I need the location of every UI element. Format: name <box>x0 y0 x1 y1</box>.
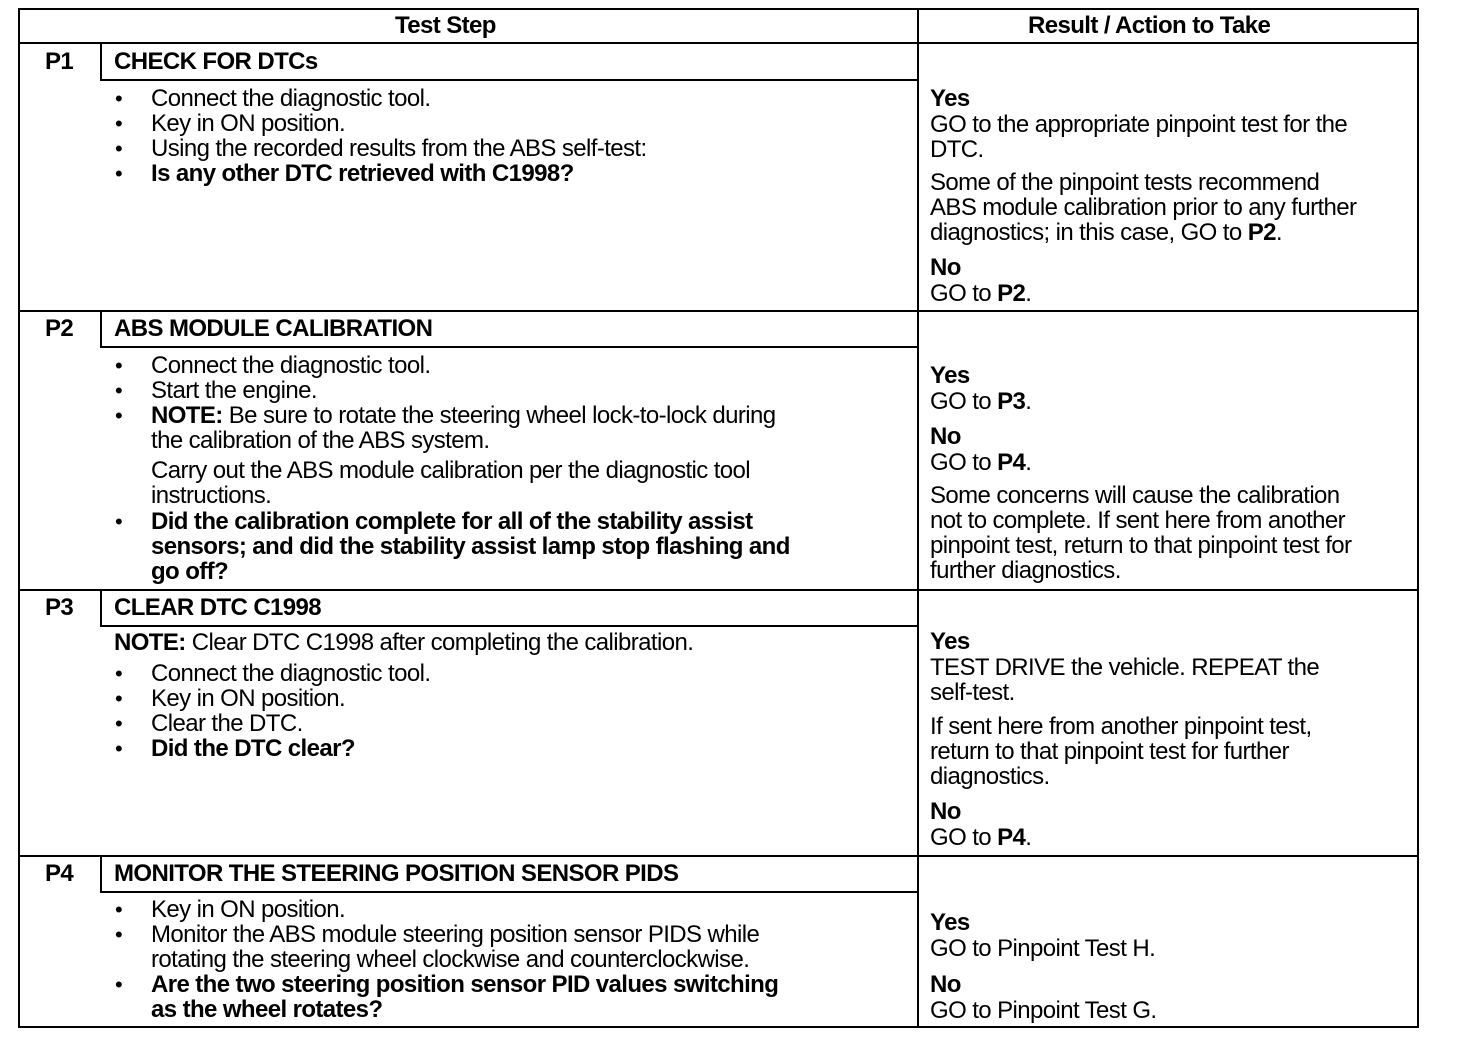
result-text: GO to P4. <box>930 824 1032 851</box>
result-text: GO to P4. <box>930 449 1032 476</box>
result-text: diagnostics; in this case, GO to P2. <box>930 219 1282 246</box>
step-reference: P4 <box>997 824 1026 851</box>
step-question: Is any other DTC retrieved with C1998? <box>151 160 574 187</box>
step-title-p2: ABS MODULE CALIBRATION <box>114 315 433 342</box>
header-result-action: Result / Action to Take <box>1028 12 1271 39</box>
step-id-p1: P1 <box>45 48 74 75</box>
step-item: Start the engine. <box>151 377 317 404</box>
step-question: sensors; and did the stability assist lamp stop flashing and <box>151 533 790 560</box>
header-divider <box>18 42 1419 44</box>
step-reference: P4 <box>997 449 1026 476</box>
bullet-icon: • <box>115 136 123 161</box>
step-item <box>151 403 775 428</box>
result-text: GO to the appropriate pinpoint test for the <box>930 111 1348 138</box>
bullet-icon: • <box>115 353 123 378</box>
result-text: GO to P3. <box>930 388 1032 415</box>
bullet-icon: • <box>115 736 123 761</box>
header-test-step: Test Step <box>395 12 496 39</box>
step-title-p4: MONITOR THE STEERING POSITION SENSOR PIDS <box>114 860 679 887</box>
result-no-label: No <box>930 254 961 281</box>
step-item: Key in ON position. <box>151 896 346 923</box>
result-text: If sent here from another pinpoint test, <box>930 713 1312 740</box>
bullet-icon: • <box>115 161 123 186</box>
id-column-divider-p4 <box>100 855 102 893</box>
result-text: further diagnostics. <box>930 557 1121 584</box>
bullet-icon: • <box>115 897 123 922</box>
result-text-prefix: GO to <box>930 824 998 851</box>
title-divider-p4 <box>100 891 918 893</box>
result-text: Some of the pinpoint tests recommend <box>930 169 1320 196</box>
id-column-divider-p2 <box>100 310 102 348</box>
step-question: go off? <box>151 558 229 585</box>
step-item: instructions. <box>151 482 272 509</box>
step-id-p4: P4 <box>45 860 74 887</box>
result-text-prefix: GO to <box>930 449 998 476</box>
bullet-icon: • <box>115 686 123 711</box>
bullet-icon: • <box>115 111 123 136</box>
bullet-icon: • <box>115 86 123 111</box>
result-text: ABS module calibration prior to any further <box>930 194 1357 221</box>
column-divider <box>917 8 919 1028</box>
result-yes-label: Yes <box>930 909 970 936</box>
note-label: NOTE: <box>114 629 186 656</box>
result-text: GO to Pinpoint Test H. <box>930 935 1156 962</box>
row-divider-p3 <box>18 589 1419 591</box>
step-question: Did the DTC clear? <box>151 735 355 762</box>
step-item: Connect the diagnostic tool. <box>151 85 431 112</box>
title-divider-p1 <box>100 79 918 81</box>
step-reference: P2 <box>1247 219 1276 246</box>
step-item: Key in ON position. <box>151 110 346 137</box>
bullet-icon: • <box>115 972 123 997</box>
result-text: self-test. <box>930 679 1015 706</box>
step-item: Connect the diagnostic tool. <box>151 352 431 379</box>
step-title-p3: CLEAR DTC C1998 <box>114 594 322 621</box>
result-yes-label: Yes <box>930 628 970 655</box>
note-text: Clear DTC C1998 after completing the calibration. <box>185 629 694 656</box>
bullet-icon: • <box>115 922 123 947</box>
step-item: Clear the DTC. <box>151 710 303 737</box>
result-text-prefix: GO to <box>930 280 998 307</box>
bullet-icon: • <box>115 661 123 686</box>
step-id-p2: P2 <box>45 315 74 342</box>
result-yes-label: Yes <box>930 362 970 389</box>
step-title-p1: CHECK FOR DTCs <box>114 48 318 75</box>
note-label: NOTE: <box>151 402 223 429</box>
result-text: return to that pinpoint test for further <box>930 738 1289 765</box>
step-item: Key in ON position. <box>151 685 346 712</box>
step-item: Monitor the ABS module steering position sensor PIDS while <box>151 921 760 948</box>
result-text: Some concerns will cause the calibration <box>930 482 1340 509</box>
step-id-p3: P3 <box>45 594 74 621</box>
row-divider-p4 <box>18 855 1419 857</box>
bullet-icon: • <box>115 711 123 736</box>
result-text-prefix: diagnostics; in this case, GO to <box>930 219 1248 246</box>
step-item: Using the recorded results from the ABS self-test: <box>151 135 647 162</box>
step-item: Connect the diagnostic tool. <box>151 660 431 687</box>
step-reference: P2 <box>997 280 1026 307</box>
result-text: not to complete. If sent here from another <box>930 507 1346 534</box>
id-column-divider-p1 <box>100 42 102 80</box>
result-text-prefix: GO to <box>930 388 998 415</box>
result-text: TEST DRIVE the vehicle. REPEAT the <box>930 654 1320 681</box>
step-question: Are the two steering position sensor PID values switching <box>151 971 779 998</box>
note-text: Be sure to rotate the steering wheel lock-to-lock during <box>222 402 776 429</box>
step-note <box>114 630 693 655</box>
step-question: Did the calibration complete for all of the stability assist <box>151 508 753 535</box>
id-column-divider-p3 <box>100 589 102 627</box>
result-text: GO to P2. <box>930 280 1032 307</box>
title-divider-p3 <box>100 625 918 627</box>
result-text: DTC. <box>930 136 984 163</box>
result-no-label: No <box>930 971 961 998</box>
step-item: Carry out the ABS module calibration per the diagnostic tool <box>151 457 751 484</box>
result-yes-label: Yes <box>930 85 970 112</box>
bullet-icon: • <box>115 509 123 534</box>
result-text: GO to Pinpoint Test G. <box>930 997 1157 1024</box>
step-reference: P3 <box>997 388 1026 415</box>
result-text: pinpoint test, return to that pinpoint test for <box>930 532 1352 559</box>
result-no-label: No <box>930 798 961 825</box>
result-no-label: No <box>930 423 961 450</box>
step-item: rotating the steering wheel clockwise and counterclockwise. <box>151 946 750 973</box>
bullet-icon: • <box>115 403 123 428</box>
bullet-icon: • <box>115 378 123 403</box>
title-divider-p2 <box>100 346 918 348</box>
row-divider-p2 <box>18 310 1419 312</box>
result-text: diagnostics. <box>930 763 1050 790</box>
step-item: the calibration of the ABS system. <box>151 427 490 454</box>
step-question: as the wheel rotates? <box>151 996 383 1023</box>
